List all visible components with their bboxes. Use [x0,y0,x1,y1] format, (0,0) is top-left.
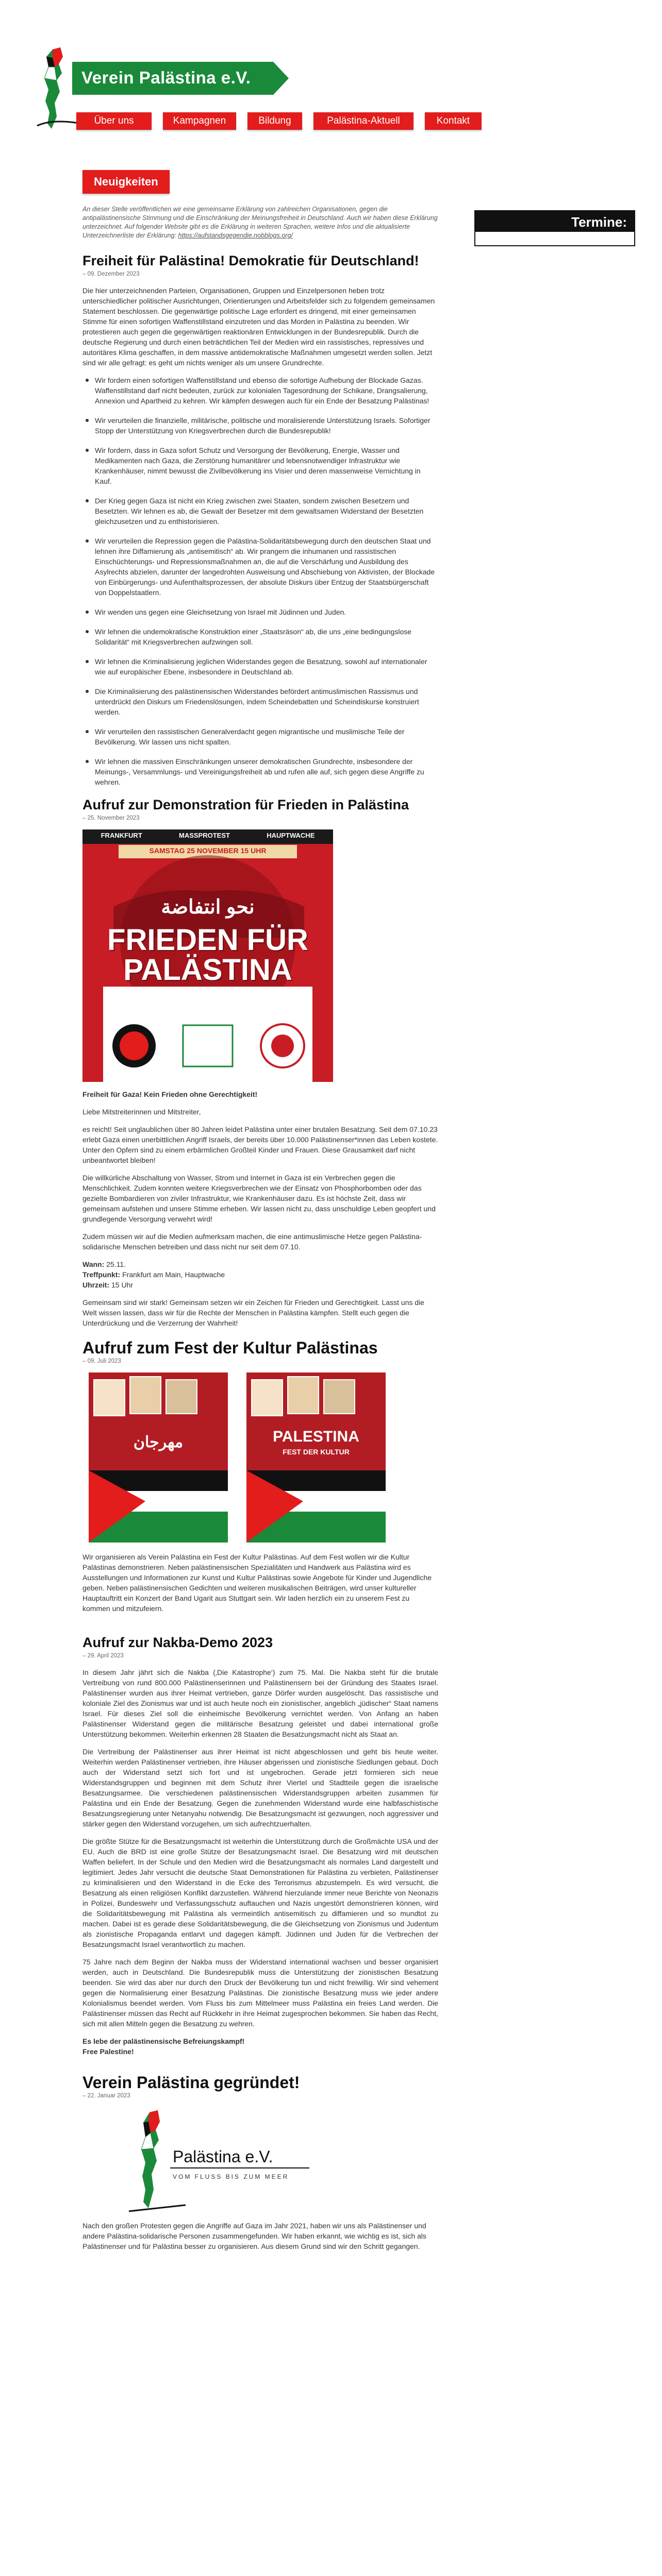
post-freiheit [82,252,438,787]
post-paragraph: Nach den großen Protesten gegen die Angriffe auf Gaza im Jahr 2021, haben wir uns als Palästinenser und andere Palästina-solidarische Personen zusammengefunden. Wir haben erkannt, wie wichtig es ist, sich als Palästinenser und für Palästina besser zu organisieren. Aus diesem Grund sind wir den Schritt gegangen. [82,2222,426,2250]
logo-tagline: VOM FLUSS BIS ZUM MEER [173,2173,289,2180]
palestine-flag-graphic [246,1372,386,1543]
event-where-label: Treffpunkt: [82,1270,121,1279]
event-when-value: 25.11. [106,1260,126,1268]
list-item: Der Krieg gegen Gaza ist nicht ein Krieg zwischen zwei Staaten, sondern zwischen Besetzern und Besetzten. Wir lehnen es ab, die Gewalt der Besetzer mit dem gewaltsamen Widerstand der Besetzten gleichzusetzen und zu enthistorisieren. [82,496,438,527]
fest-flyer-german[interactable] [246,1372,386,1543]
post-verein-gegruendet [82,2074,438,2251]
event-where [82,1269,438,1280]
intro-text: An dieser Stelle veröffentlichen wir eine gemeinsame Erklärung von zahlreichen Organisationen, gegen die antipalästinensische Stimmung und die Einschränkung der Meinungsfreiheit in Deutschland. Auch wir haben diese Erklärung unterzeichnet. Auf folgender Website gibt es die Erklärung in weiteren Sprachen, weitere Infos und die aktualisierte Unterzeichnerliste der Erklärung: [82,206,438,239]
palestine-flag-graphic [89,1372,228,1543]
post-closing: Es lebe der palästinensische Befreiungskampf! [82,2037,245,2045]
post-paragraph: In diesem Jahr jährt sich die Nakba (‚Die Katastrophe‘) zum 75. Mal. Die Nakba steht für die brutale Vertreibung von rund 800.000 Palästinenserinnen und Palästinensern bei der Gründung des Staates Israel. Palästinenser wurden aus ihrer Heimat vertrieben, ganze Dörfer wurden ausgelöscht. Das rassistische und koloniale Ziel des Zionismus war und ist auch heute noch ein zionistischer, angeblich „jüdischer“ Staat namens Israel. Für dieses Ziel soll die einheimische Bevölkerung vernichtet werden. Von Anfang an haben Palästinenser Widerstand gegen die militärische Besatzung geleistet und dabei international große Unterstützung bekommen. Weiterhin erkennen 28 Staaten die Besatzungsmacht nicht als Staat an. [82,1668,438,1738]
poster-headline-2: PALÄSTINA [123,953,292,987]
post-paragraph: Die Vertreibung der Palästinenser aus ihrer Heimat ist nicht abgeschlossen und geht bis heute weiter. Weiterhin werden Palästinenser vertrieben, ihre Häuser abgerissen und zionistische Siedlungen gebaut. Doch auch der Widerstand setzt sich fort und ist ungebrochen. Gerade jetzt formieren sich neue Widerstandsgruppen und beginnen mit dem Schutz ihrer Viertel und Stadtteile gegen die israelische Besatzungsarmee. Die verschiedenen palästinensischen Widerstandsgruppen arbeiten zusammen für Palästina und ein Ende der Besatzung. Gegen die zunehmenden Widerstand wurde eine halbfaschistische Besatzungsregierung unter Netanyahu notwendig. Die Besatzungsmacht ist gezwungen, noch aggressiver und stärker gegen den Widerstand vorzugehen, um sich aufrechtzuerhalten. [82,1748,438,1828]
verein-logo-image[interactable] [113,2107,330,2215]
event-where-value: Frankfurt am Main, Hauptwache [122,1270,225,1279]
section-heading-neuigkeiten: Neuigkeiten [82,170,170,194]
list-item: Wir fordern einen sofortigen Waffenstillstand und ebenso die sofortige Aufhebung der Blockade Gazas. Waffenstillstand darf nicht bedeuten, zurück zur kolonialen Tagesordnung der Schikane, Drangsalierung, Annexion und Apartheid zu kehren. Wir kämpfen deswegen auch für ein Ende der Besatzung Palästinas! [82,375,438,406]
post-title[interactable]: Freiheit für Palästina! Demokratie für Deutschland! [82,253,419,268]
main-nav [76,112,482,130]
poster-tag: MASSPROTEST [179,832,230,839]
poster-arabic: نحو انتفاضة [161,896,255,918]
fest-flyer-title: PALESTINA [273,1428,359,1445]
post-subheading: Freiheit für Gaza! Kein Frieden ohne Gerechtigkeit! [82,1090,258,1098]
poster-tag: FRANKFURT [101,832,142,839]
poster-tag: HAUPTWACHE [267,832,315,839]
fest-images [89,1372,438,1543]
poster-date-line: SAMSTAG 25 NOVEMBER 15 UHR [149,846,267,855]
fest-flyer-subtitle: FEST DER KULTUR [283,1448,350,1456]
post-date: – 25. November 2023 [82,815,140,821]
post-date: – 09. Juli 2023 [82,1358,121,1364]
event-time-label: Uhrzeit: [82,1281,110,1289]
termine-widget [474,210,635,246]
list-item: Wir verurteilen die finanzielle, militärische, politische und moralisierende Unterstützung Israels. Sofortiger Stopp der Unterstützung von Kriegsverbrechen durch die Bundesrepublik! [82,415,438,436]
event-time-value: 15 Uhr [111,1281,134,1289]
nav-item-bildung[interactable]: Bildung [247,112,302,130]
post-paragraph: Wir organisieren als Verein Palästina ein Fest der Kultur Palästinas. Auf dem Fest wollen wir die Kultur Palästinas demonstrieren. Neben palästinensischen Spezialitäten und Handwerk aus Palästina wird es Ausstellungen und Informationen zur Kunst und Kultur Palästinas sowie Angebote für Kinder und Jugendliche geben. Neben palästinensischen Gedichten und weiteren musikalischen Beiträgen, wird unser kultureller Hauptauftritt ein Konzert der Band Ugarit aus Stuttgart sein. Wir laden herzlich ein zu unserem Fest zu kommen und mitzufeiern. [82,1553,432,1613]
post-paragraph: 75 Jahre nach dem Beginn der Nakba muss der Widerstand international wachsen und besser organisiert werden, auch in Deutschland. Die Bundesrepublik muss die Unterstützung der zionistischen Besatzung beenden. Sie wird das aber nur durch den Druck der Bevölkerung tun und nicht freiwillig. Wir sind vehement gegen die Normalisierung einer Besatzung Palästinas. Die zionistische Besatzung muss wie jeder andere Kolonialismus beendet werden. Vom Fluss bis zum Mittelmeer muss Palästina ein freies Land werden. Die Palästinenser müssen das Recht auf Rückkehr in ihre Heimat zugesprochen bekommen. Sie haben das Recht, sich mit allen Mitteln gegen die Besatzung zu wehren. [82,1958,438,2028]
list-item: Wir wenden uns gegen eine Gleichsetzung von Israel mit Jüdinnen und Juden. [82,607,438,617]
post-paragraph: es reicht! Seit unglaublichen über 80 Jahren leidet Palästina unter einer brutalen Besatzung. Seit dem 07.10.23 erlebt Gaza einen unerbittlichen Angriff Israels, der bereits über 10.000 Palästinenser*innen das Leben kostete. Unter den Opfern sind zu einem erbärmlichen Großteil Kinder und Frauen. Diese Grausamkeit darf nicht unbeantwortet bleiben! [82,1125,438,1164]
demo-poster-image[interactable] [82,829,333,1082]
list-item: Wir verurteilen die Repression gegen die Palästina-Solidaritätsbewegung durch den deutschen Staat und lehnen ihre Diffamierung als „antisemitisch“ ab. Wir prangern die inhumanen und rassistischen Einschüchterungs- und Repressionsmaßnahmen an, die auf die Verschärfung und Ausbildung des Asylrechts abzielen, darunter der langedrohten Ausweisung und Abschiebung von Aktivisten, der Blockade von Einbürgerungs- und Aufenthaltsprozessen, der absolute Diskurs über Entzug der Staatsbürgerschaft von Doppelstaatlern. [82,536,438,598]
intro-link[interactable]: https://aufstandsgegendie.nobblogs.org/ [178,232,293,239]
nav-item-ueber-uns[interactable]: Über uns [76,112,152,130]
poster-tags [82,832,333,839]
post-title[interactable]: Verein Palästina gegründet! [82,2073,300,2092]
news-column [82,170,438,2259]
event-when [82,1259,438,1269]
intro-note [82,205,438,240]
post-fest-kultur [82,1340,438,1614]
event-when-label: Wann: [82,1260,105,1268]
fest-flyer-arabic[interactable] [89,1372,228,1543]
nav-item-palaestina-aktuell[interactable]: Palästina-Aktuell [313,112,413,130]
post-greeting: Liebe Mitstreiterinnen und Mitstreiter, [82,1108,201,1116]
post-paragraph: Die hier unterzeichnenden Parteien, Organisationen, Gruppen und Einzelpersonen heben trotz unterschiedlicher politischer Ausrichtungen, Orientierungen und Arbeitsfelder sich zu folgendem gemeinsamen Statement beschlossen. Die gegenwärtige politische Lage erfordert es dringend, mit einer gemeinsamen Stimme für einen sofortigen Waffenstillstand einzutreten und das Morden in Palästina zu beenden. Wir protestieren auch gegen die gegenwärtigen reaktionären Entwicklungen in der Bundesrepublik. Durch die deutsche Regierung und durch einen beträchtlichen Teil der Medien wird ein rassistisches, repressives und autoritäres Klima geschaffen, in dem massive antidemokratische Maßnahmen umgesetzt werden sollen. Jetzt sind wir alle gefragt: es geht um nichts weniger als um unsere Grundrechte. [82,286,435,367]
list-item: Wir fordern, dass in Gaza sofort Schutz und Versorgung der Bevölkerung, Energie, Wasser und Medikamenten nach Gaza, die Zerstörung humanitärer und lebensnotwendiger Infrastruktur wie Krankenhäuser, nimmt bewusst die Zivilbevölkerung ins Visier und deren massenweise Vernichtung in Kauf. [82,445,438,486]
post-closing: Free Palestine! [82,2047,134,2056]
logo-name: Palästina e.V. [173,2147,273,2166]
termine-title: Termine: [475,211,634,232]
post-date: – 22. Januar 2023 [82,2093,130,2099]
list-item: Wir lehnen die undemokratische Konstruktion einer „Staatsräson“ ab, die uns „eine bedingungslose Solidarität“ mit Kriegsverbrechen aufzwingen soll. [82,626,438,647]
post-title[interactable]: Aufruf zur Demonstration für Frieden in Palästina [82,797,409,812]
post-paragraph: Zudem müssen wir auf die Medien aufmerksam machen, die eine antimuslimische Hetze gegen Palästina-solidarische Menschen betreiben und dass nicht nur seit dem 07.10. [82,1232,422,1251]
post-date: – 09. Dezember 2023 [82,271,140,277]
post-paragraph: Die größte Stütze für die Besatzungsmacht ist weiterhin die Unterstützung durch die Großmächte USA und der EU. Auch die BRD ist eine große Stütze der Besatzungsmacht Israel. Die Besatzung wird mit deutschen Waffen beliefert. In der Schule und den Medien wird die Besatzungsmacht als normales Land dargestellt und legitimiert. Jedes Jahr versucht die deutsche Staat Demonstrationen für Palästina zu verbieten, Palästinenser zu kriminalisieren und den Widerstand in die Ecke des Terrorismus abzustempeln. Es wird versucht, die Besatzung als einen religiösen Konflikt darzustellen. Während hierzulande immer neue Berichte von Neonazis in Polizei, Bundeswehr und Verfassungsschutz auftauchen und Nazis ungestört demonstrieren können, wird die Solidaritätsbewegung mit Palästina als vermeintlich antisemitisch zu diffamieren und so mundtot zu machen. Dabei ist es gerade diese Solidaritätsbewegung, die die Gleichsetzung von Zionismus und Judentum als zionistische Propaganda entlarvt und dagegen kämpft. Jüdinnen und Juden für die Verbrechen der Besatzungsmacht Israel verantwortlich zu machen. [82,1837,438,1948]
post-title[interactable]: Aufruf zum Fest der Kultur Palästinas [82,1338,378,1357]
list-item: Die Kriminalisierung des palästinensischen Widerstandes befördert antimuslimischen Rassismus und unterdrückt den Diskurs um Friedenslösungen, indem Scheindebatten und Scheindiskurse konstruiert werden. [82,686,438,717]
list-item: Wir verurteilen den rassistischen Generalverdacht gegen migrantische und muslimische Teile der Bevölkerung. Wir lassen uns nicht spalten. [82,726,438,747]
post-paragraph: Die willkürliche Abschaltung von Wasser, Strom und Internet in Gaza ist ein Verbrechen gegen die Menschlichkeit. Zudem konnten weitere Kriegsverbrechen wie der Einsatz von Phosphorbomben oder das gezielte Bombardieren von ziviler Infrastruktur, wie Krankenhäuser dazu. Es ist höchste Zeit, dass wir gemeinsam aufstehen und unsere Stimme erheben. Wir lassen nicht zu, dass unschuldige Leben geopfert und grundlegende Versorgung verwehrt wird! [82,1174,436,1223]
post-nakba-demo [82,1634,438,2057]
demands-list [82,375,438,787]
nav-item-kontakt[interactable]: Kontakt [425,112,482,130]
post-title[interactable]: Aufruf zur Nakba-Demo 2023 [82,1635,273,1650]
fest-flyer-title: مهرجان [133,1434,184,1451]
poster-headline-1: FRIEDEN FÜR [107,923,308,957]
list-item: Wir lehnen die Kriminalisierung jeglichen Widerstandes gegen die Besatzung, sowohl auf internationaler wie auf europäischer Ebene, insbesondere in Deutschland ab. [82,656,438,677]
brand-title[interactable]: Verein Palästina e.V. [81,68,251,87]
list-item: Wir lehnen die massiven Einschränkungen unserer demokratischen Grundrechte, insbesondere der Meinungs-, Versammlungs- und Vereinigungsfreiheit ab und rufen alle auf, sich gegen diese Angriffe zu wehren. [82,756,438,787]
nav-item-kampagnen[interactable]: Kampagnen [163,112,236,130]
event-time [82,1280,438,1290]
post-demo-frieden [82,796,438,1328]
site-header [0,0,662,155]
post-paragraph: Gemeinsam sind wir stark! Gemeinsam setzen wir ein Zeichen für Frieden und Gerechtigkeit. Lasst uns die Welt wissen lassen, dass wir für die Rechte der Menschen in Palästina kämpfen. Stellt euch gegen die Unterdrückung und die Verzerrung der Wahrheit! [82,1298,424,1327]
post-date: – 29. April 2023 [82,1653,124,1659]
